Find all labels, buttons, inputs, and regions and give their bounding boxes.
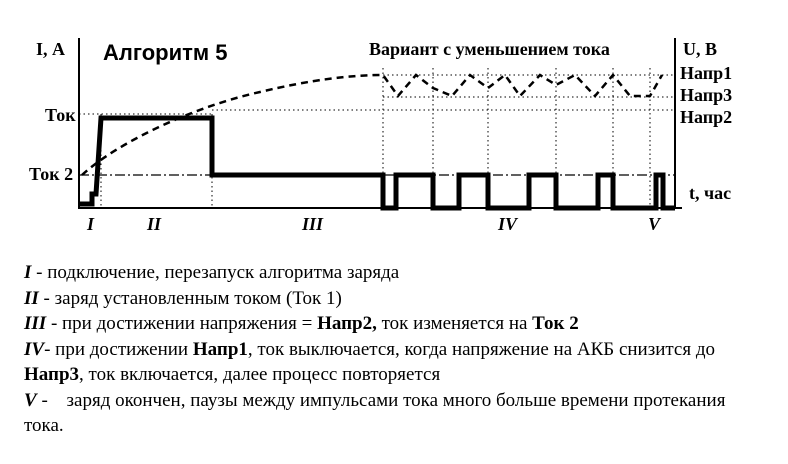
legend-number: II [24, 287, 39, 309]
x-label: t, час [689, 183, 732, 203]
y-right-label: U, В [683, 39, 718, 59]
legend-text: при достижении напряжения = [62, 313, 318, 334]
level-label-napr1: Напр1 [680, 63, 733, 83]
legend-text: заряд окончен, паузы между импульсами тока много больше времени протекания тока. [24, 389, 726, 436]
legend-text-bold: Напр3 [24, 364, 80, 385]
voltage-curve [82, 75, 662, 175]
stage-label: IV [498, 214, 518, 234]
stage-label: II [147, 214, 162, 234]
legend-text: заряд установленным током (Ток 1) [54, 287, 342, 309]
legend-number: IV [24, 338, 45, 360]
variant-title: Вариант с уменьшением тока [369, 39, 610, 59]
legend-number: III [24, 313, 47, 334]
legend-text: подключение, перезапуск алгоритма заряда [47, 262, 400, 283]
legend-item [24, 337, 764, 388]
legend-separator: - [31, 262, 48, 283]
legend-text-bold: Напр1 [192, 338, 248, 360]
level-label-tok2: Ток 2 [29, 164, 74, 184]
legend-separator: - [46, 313, 63, 334]
legend-number: I [24, 262, 32, 283]
stage-label: V [648, 214, 661, 234]
level-label-tok: Ток [45, 105, 76, 125]
legend-text-bold: Напр2, [317, 313, 377, 334]
legend-text: при достижении [55, 338, 193, 360]
legend-item [24, 286, 764, 312]
level-label-napr3: Напр3 [680, 85, 733, 105]
legend-text-bold: Ток 2 [532, 313, 579, 334]
stage-label: III [302, 214, 324, 234]
legend-separator: - [38, 287, 55, 309]
stage-label: I [87, 214, 95, 234]
title: Алгоритм 5 [103, 40, 228, 65]
legend-text: , ток выключается, когда напряжение на АКБ снизится до [247, 338, 716, 360]
legend [24, 260, 764, 439]
legend-text: , ток включается, далее процесс повторяется [79, 364, 441, 385]
legend-number: V [24, 389, 37, 411]
y-left-label: I, А [36, 39, 66, 59]
legend-separator: - [36, 389, 53, 411]
level-label-napr2: Напр2 [680, 107, 733, 127]
current-curve [79, 118, 675, 208]
legend-item [24, 311, 764, 337]
legend-separator: - [44, 338, 56, 360]
legend-item [24, 260, 764, 286]
legend-text: ток изменяется на [376, 313, 533, 334]
legend-item [24, 388, 764, 439]
